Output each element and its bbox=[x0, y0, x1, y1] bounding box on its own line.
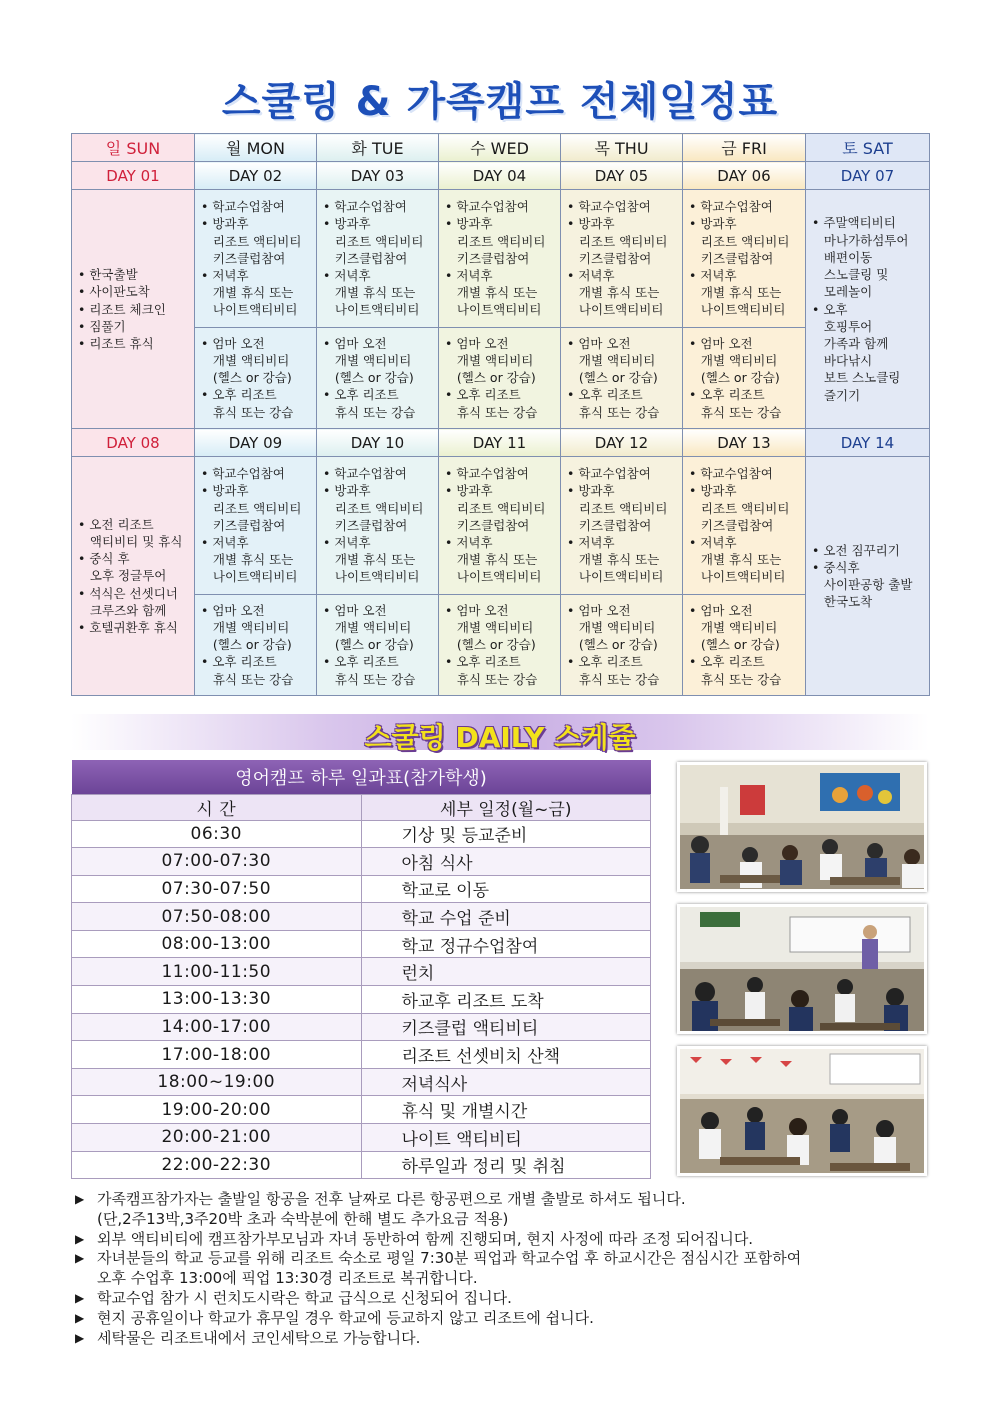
week1-student-row bbox=[72, 190, 930, 327]
schedule-item: • 오후 리조트 bbox=[445, 654, 521, 670]
schedule-item: 나이트액티비티 bbox=[445, 302, 542, 318]
schedule-item: • 학교수업참여 bbox=[201, 466, 285, 482]
schedule-list bbox=[201, 465, 310, 585]
timetable-time: 19:00-20:00 bbox=[72, 1096, 362, 1124]
day-label: DAY 13 bbox=[683, 429, 806, 457]
timetable-activity: 리조트 선셋비치 산책 bbox=[361, 1041, 651, 1069]
schedule-list bbox=[689, 335, 799, 421]
schedule-item: 개별 휴식 또는 bbox=[567, 285, 660, 301]
schedule-item: 액티비티 및 휴식 bbox=[78, 534, 183, 550]
schedule-item: • 엄마 오전 bbox=[567, 602, 631, 618]
schedule-item: 키즈클럽참여 bbox=[445, 517, 530, 533]
schedule-item: 개별 휴식 또는 bbox=[567, 552, 660, 568]
student-schedule bbox=[561, 457, 683, 594]
schedule-item: • 오후 bbox=[812, 301, 848, 317]
schedule-item: 휴식 또는 강습 bbox=[567, 404, 660, 420]
notes-section bbox=[75, 1190, 935, 1348]
schedule-item: • 엄마 오전 bbox=[445, 335, 509, 351]
timetable-row bbox=[72, 1096, 651, 1124]
schedule-item: • 중식 후 bbox=[78, 551, 130, 567]
schedule-item: • 저녁후 bbox=[445, 534, 493, 550]
full-schedule-table bbox=[71, 133, 930, 696]
schedule-item: 개별 휴식 또는 bbox=[689, 552, 782, 568]
timetable-time: 08:00-13:00 bbox=[72, 930, 362, 958]
week2-sun-schedule bbox=[72, 457, 195, 696]
parent-schedule bbox=[317, 327, 439, 428]
timetable-row bbox=[72, 1013, 651, 1041]
schedule-list bbox=[201, 335, 310, 421]
timetable-activity: 휴식 및 개별시간 bbox=[361, 1096, 651, 1124]
timetable-time: 06:30 bbox=[72, 820, 362, 848]
schedule-item: 개별 액티비티 bbox=[689, 353, 778, 369]
schedule-item: • 저녁후 bbox=[323, 534, 371, 550]
page-title: 스쿨링 & 가족캠프 전체일정표 bbox=[221, 79, 779, 125]
schedule-list bbox=[445, 335, 554, 421]
note-item bbox=[75, 1230, 935, 1250]
schedule-item: 개별 휴식 또는 bbox=[689, 285, 782, 301]
schedule-item: 리조트 액티비티 bbox=[323, 500, 424, 516]
schedule-item: (헬스 or 강습) bbox=[445, 637, 536, 653]
classroom-photo-3 bbox=[677, 1046, 927, 1176]
timetable-activity: 학교 수업 준비 bbox=[361, 903, 651, 931]
schedule-item: 휴식 또는 강습 bbox=[567, 671, 660, 687]
day-label: DAY 14 bbox=[806, 429, 930, 457]
week2-student-row bbox=[72, 457, 930, 594]
arrow-bullet-icon: ▶ bbox=[75, 1192, 85, 1206]
schedule-item: • 리조트 휴식 bbox=[78, 335, 154, 351]
timetable-row bbox=[72, 1041, 651, 1069]
schedule-item: 휴식 또는 강습 bbox=[201, 404, 294, 420]
schedule-item: • 저녁후 bbox=[567, 534, 615, 550]
week1-sun-schedule bbox=[72, 190, 195, 429]
schedule-item: 리조트 액티비티 bbox=[567, 500, 668, 516]
note-item bbox=[75, 1329, 935, 1349]
schedule-item: • 저녁후 bbox=[201, 268, 249, 284]
schedule-item: 나이트액티비티 bbox=[201, 569, 298, 585]
schedule-item: • 사이판도착 bbox=[78, 284, 150, 300]
schedule-list bbox=[689, 602, 799, 688]
schedule-item: 키즈클럽참여 bbox=[567, 250, 652, 266]
note-text: 외부 액티비티에 캠프참가부모님과 자녀 동반하여 함께 진행되며, 현지 사정에 따라 조정 되어집니다. bbox=[97, 1229, 754, 1248]
parent-schedule bbox=[195, 327, 317, 428]
schedule-item: (헬스 or 강습) bbox=[323, 370, 414, 386]
schedule-item: • 엄마 오전 bbox=[201, 335, 265, 351]
schedule-item: 나이트액티비티 bbox=[689, 302, 786, 318]
schedule-item: • 엄마 오전 bbox=[689, 335, 753, 351]
timetable-body bbox=[72, 820, 651, 1179]
schedule-item: • 학교수업참여 bbox=[689, 466, 773, 482]
schedule-item: • 학교수업참여 bbox=[445, 199, 529, 215]
timetable-activity: 기상 및 등교준비 bbox=[361, 820, 651, 848]
timetable-row bbox=[72, 1068, 651, 1096]
schedule-item: • 오후 리조트 bbox=[567, 654, 643, 670]
day-label: DAY 10 bbox=[317, 429, 439, 457]
schedule-item: 휴식 또는 강습 bbox=[323, 404, 416, 420]
schedule-item: 개별 휴식 또는 bbox=[445, 285, 538, 301]
schedule-list bbox=[567, 465, 676, 585]
schedule-item: (헬스 or 강습) bbox=[689, 370, 780, 386]
weekday-thu: 목 THU bbox=[561, 134, 683, 162]
day-label: DAY 09 bbox=[195, 429, 317, 457]
classroom-photo-2 bbox=[677, 904, 927, 1034]
day-label: DAY 08 bbox=[72, 429, 195, 457]
schedule-item: 리조트 액티비티 bbox=[689, 233, 790, 249]
timetable-row bbox=[72, 903, 651, 931]
timetable-time: 07:00-07:30 bbox=[72, 848, 362, 876]
schedule-item: 가족과 함께 bbox=[812, 335, 889, 351]
parent-schedule bbox=[439, 327, 561, 428]
day-label: DAY 11 bbox=[439, 429, 561, 457]
student-schedule bbox=[439, 190, 561, 327]
weekday-sat: 토 SAT bbox=[806, 134, 930, 162]
timetable-row bbox=[72, 1151, 651, 1179]
schedule-item: • 방과후 bbox=[567, 483, 615, 499]
timetable-time: 14:00-17:00 bbox=[72, 1013, 362, 1041]
timetable-activity: 아침 식사 bbox=[361, 848, 651, 876]
schedule-item: • 방과후 bbox=[567, 216, 615, 232]
timetable-activity: 저녁식사 bbox=[361, 1068, 651, 1096]
timetable-activity: 하루일과 정리 및 취침 bbox=[361, 1151, 651, 1179]
timetable-time: 07:30-07:50 bbox=[72, 875, 362, 903]
student-schedule bbox=[561, 190, 683, 327]
schedule-list bbox=[445, 465, 554, 585]
schedule-item: 크루즈와 함께 bbox=[78, 602, 167, 618]
column-time: 시 간 bbox=[72, 794, 362, 820]
week2-day-row bbox=[72, 429, 930, 457]
timetable-row bbox=[72, 1124, 651, 1152]
timetable-activity: 나이트 액티비티 bbox=[361, 1124, 651, 1152]
schedule-item: (헬스 or 강습) bbox=[689, 637, 780, 653]
daily-timetable bbox=[71, 760, 651, 1179]
note-text: 현지 공휴일이나 학교가 휴무일 경우 학교에 등교하지 않고 리조트에 쉽니다. bbox=[97, 1308, 594, 1327]
timetable-time: 18:00~19:00 bbox=[72, 1068, 362, 1096]
schedule-item: 배편이동 bbox=[812, 249, 873, 265]
schedule-item: • 방과후 bbox=[323, 216, 371, 232]
timetable-activity: 학교 정규수업참여 bbox=[361, 930, 651, 958]
schedule-item: (헬스 or 강습) bbox=[323, 637, 414, 653]
weekday-sun: 일 SUN bbox=[72, 134, 195, 162]
schedule-item: • 학교수업참여 bbox=[567, 466, 651, 482]
schedule-item: 한국도착 bbox=[812, 594, 873, 610]
arrow-bullet-icon: ▶ bbox=[75, 1290, 85, 1305]
schedule-item: • 오후 리조트 bbox=[567, 387, 643, 403]
schedule-item: (헬스 or 강습) bbox=[201, 370, 292, 386]
student-schedule bbox=[683, 190, 806, 327]
schedule-item: 개별 액티비티 bbox=[689, 620, 778, 635]
schedule-list bbox=[201, 602, 310, 688]
note-text: 자녀분들의 학교 등교를 위해 리조트 숙소로 평일 7:30분 픽업과 학교수업 후 하교시간은 점심시간 포함하여 오후 수업후 13:00에 픽업 13:30경 리조트로 복귀합니다. bbox=[97, 1249, 802, 1288]
schedule-list bbox=[567, 335, 676, 421]
schedule-item: • 엄마 오전 bbox=[323, 335, 387, 351]
note-text: 세탁물은 리조트내에서 코인세탁으로 가능합니다. bbox=[97, 1328, 421, 1347]
schedule-item: 키즈클럽참여 bbox=[201, 250, 286, 266]
note-item bbox=[75, 1309, 935, 1329]
timetable-activity: 런치 bbox=[361, 958, 651, 986]
schedule-item: 휴식 또는 강습 bbox=[689, 404, 782, 420]
schedule-item: 개별 액티비티 bbox=[323, 353, 412, 369]
schedule-item: • 엄마 오전 bbox=[567, 335, 631, 351]
schedule-item: 나이트액티비티 bbox=[445, 569, 542, 585]
schedule-item: 리조트 액티비티 bbox=[445, 233, 546, 249]
schedule-item: (헬스 or 강습) bbox=[567, 370, 658, 386]
timetable-activity: 학교로 이동 bbox=[361, 875, 651, 903]
student-schedule bbox=[317, 457, 439, 594]
schedule-list bbox=[323, 198, 432, 318]
schedule-item: 개별 휴식 또는 bbox=[445, 552, 538, 568]
schedule-list bbox=[567, 602, 676, 688]
schedule-item: • 방과후 bbox=[323, 483, 371, 499]
schedule-item: • 엄마 오전 bbox=[323, 602, 387, 618]
schedule-item: 개별 액티비티 bbox=[567, 620, 656, 635]
schedule-item: 오후 정글투어 bbox=[78, 568, 167, 584]
schedule-item: • 방과후 bbox=[445, 483, 493, 499]
schedule-item: • 오후 리조트 bbox=[201, 387, 277, 403]
schedule-item: 키즈클럽참여 bbox=[567, 517, 652, 533]
timetable-row bbox=[72, 848, 651, 876]
schedule-item: • 저녁후 bbox=[323, 268, 371, 284]
timetable-row bbox=[72, 875, 651, 903]
day-label: DAY 01 bbox=[72, 162, 195, 190]
schedule-item: 개별 휴식 또는 bbox=[201, 552, 294, 568]
weekday-mon: 월 MON bbox=[195, 134, 317, 162]
schedule-item: • 엄마 오전 bbox=[445, 602, 509, 618]
timetable-time: 20:00-21:00 bbox=[72, 1124, 362, 1152]
arrow-bullet-icon: ▶ bbox=[75, 1251, 85, 1266]
schedule-item: • 저녁후 bbox=[201, 534, 249, 550]
schedule-item: 리조트 액티비티 bbox=[201, 233, 302, 249]
schedule-item: • 학교수업참여 bbox=[201, 199, 285, 215]
schedule-item: • 학교수업참여 bbox=[445, 466, 529, 482]
schedule-item: • 중식후 bbox=[812, 559, 860, 575]
timetable-row bbox=[72, 986, 651, 1014]
timetable-time: 17:00-18:00 bbox=[72, 1041, 362, 1069]
schedule-item: 개별 휴식 또는 bbox=[323, 552, 416, 568]
student-schedule bbox=[195, 190, 317, 327]
schedule-item: 리조트 액티비티 bbox=[445, 500, 546, 516]
schedule-item: (헬스 or 강습) bbox=[201, 637, 292, 653]
schedule-item: 개별 휴식 또는 bbox=[201, 285, 294, 301]
schedule-item: 개별 액티비티 bbox=[445, 620, 534, 635]
schedule-item: 스노클링 및 bbox=[812, 267, 889, 283]
timetable-heading: 영어캠프 하루 일과표(참가학생) bbox=[72, 760, 651, 794]
schedule-item: 리조트 액티비티 bbox=[567, 233, 668, 249]
parent-schedule bbox=[683, 594, 806, 695]
schedule-item: 키즈클럽참여 bbox=[445, 250, 530, 266]
schedule-list bbox=[812, 542, 923, 611]
timetable-time: 13:00-13:30 bbox=[72, 986, 362, 1014]
column-detail: 세부 일정(월~금) bbox=[361, 794, 651, 820]
week1-sat-schedule bbox=[806, 190, 930, 429]
week1-day-row bbox=[72, 162, 930, 190]
parent-schedule bbox=[561, 594, 683, 695]
student-schedule bbox=[683, 457, 806, 594]
student-schedule bbox=[439, 457, 561, 594]
schedule-item: 나이트액티비티 bbox=[567, 569, 664, 585]
schedule-item: • 방과후 bbox=[201, 216, 249, 232]
schedule-item: 개별 액티비티 bbox=[567, 353, 656, 369]
day-label: DAY 02 bbox=[195, 162, 317, 190]
schedule-item: 키즈클럽참여 bbox=[323, 517, 408, 533]
schedule-item: • 오후 리조트 bbox=[689, 387, 765, 403]
schedule-item: 즐기기 bbox=[812, 387, 861, 403]
schedule-list bbox=[323, 602, 432, 688]
schedule-item: • 리조트 체크인 bbox=[78, 301, 166, 317]
timetable-column-row bbox=[72, 794, 651, 820]
schedule-item: • 주말액티비티 bbox=[812, 215, 896, 231]
schedule-list bbox=[323, 335, 432, 421]
schedule-item: • 오후 리조트 bbox=[445, 387, 521, 403]
daily-schedule-title: 스쿨링 DAILY 스케쥴 bbox=[364, 721, 636, 754]
schedule-item: • 호텔귀환후 휴식 bbox=[78, 620, 178, 636]
parent-schedule bbox=[195, 594, 317, 695]
schedule-item: 개별 액티비티 bbox=[445, 353, 534, 369]
schedule-item: • 석식은 선셋디너 bbox=[78, 585, 178, 601]
schedule-item: • 짐풀기 bbox=[78, 318, 126, 334]
schedule-list bbox=[323, 465, 432, 585]
schedule-item: • 엄마 오전 bbox=[689, 602, 753, 618]
schedule-item: 개별 휴식 또는 bbox=[323, 285, 416, 301]
schedule-item: (헬스 or 강습) bbox=[445, 370, 536, 386]
schedule-item: 리조트 액티비티 bbox=[689, 500, 790, 516]
schedule-item: • 오후 리조트 bbox=[323, 654, 399, 670]
student-schedule bbox=[317, 190, 439, 327]
schedule-item: 나이트액티비티 bbox=[323, 569, 420, 585]
parent-schedule bbox=[317, 594, 439, 695]
schedule-item: • 학교수업참여 bbox=[323, 199, 407, 215]
schedule-item: • 오전 짐꾸리기 bbox=[812, 542, 900, 558]
schedule-item: 리조트 액티비티 bbox=[323, 233, 424, 249]
schedule-item: 휴식 또는 강습 bbox=[201, 671, 294, 687]
day-label: DAY 07 bbox=[806, 162, 930, 190]
schedule-item: • 오전 리조트 bbox=[78, 516, 154, 532]
timetable-time: 11:00-11:50 bbox=[72, 958, 362, 986]
schedule-item: • 저녁후 bbox=[689, 268, 737, 284]
timetable-row bbox=[72, 958, 651, 986]
week2-parent-row bbox=[72, 594, 930, 695]
schedule-item: 바다낚시 bbox=[812, 353, 873, 369]
schedule-item: • 방과후 bbox=[201, 483, 249, 499]
classroom-photo-1 bbox=[677, 762, 927, 892]
schedule-item: • 한국출발 bbox=[78, 267, 138, 283]
arrow-bullet-icon: ▶ bbox=[75, 1330, 85, 1345]
schedule-item: • 오후 리조트 bbox=[689, 654, 765, 670]
schedule-item: 나이트액티비티 bbox=[689, 569, 786, 585]
schedule-item: • 방과후 bbox=[445, 216, 493, 232]
timetable-activity: 하교후 리조트 도착 bbox=[361, 986, 651, 1014]
schedule-item: 나이트액티비티 bbox=[201, 302, 298, 318]
day-label: DAY 06 bbox=[683, 162, 806, 190]
note-item bbox=[75, 1289, 935, 1309]
arrow-bullet-icon: ▶ bbox=[75, 1310, 85, 1325]
day-label: DAY 05 bbox=[561, 162, 683, 190]
schedule-list bbox=[445, 198, 554, 318]
timetable-activity: 키즈클럽 액티비티 bbox=[361, 1013, 651, 1041]
schedule-item: 개별 액티비티 bbox=[201, 353, 290, 369]
week1-parent-row bbox=[72, 327, 930, 428]
weekday-wed: 수 WED bbox=[439, 134, 561, 162]
weekday-header-row bbox=[72, 134, 930, 162]
schedule-list bbox=[567, 198, 676, 318]
day-label: DAY 03 bbox=[317, 162, 439, 190]
note-text: 학교수업 참가 시 런치도시락은 학교 급식으로 신청되어 집니다. bbox=[97, 1288, 512, 1307]
schedule-item: • 오후 리조트 bbox=[323, 387, 399, 403]
schedule-list bbox=[812, 214, 923, 403]
schedule-list bbox=[689, 465, 799, 585]
schedule-list bbox=[445, 602, 554, 688]
schedule-item: (헬스 or 강습) bbox=[567, 637, 658, 653]
day-label: DAY 12 bbox=[561, 429, 683, 457]
schedule-item: • 저녁후 bbox=[689, 534, 737, 550]
schedule-item: • 오후 리조트 bbox=[201, 654, 277, 670]
week2-sat-schedule bbox=[806, 457, 930, 696]
schedule-list bbox=[78, 266, 188, 352]
schedule-item: 휴식 또는 강습 bbox=[689, 671, 782, 687]
weekday-tue: 화 TUE bbox=[317, 134, 439, 162]
schedule-item: 마나가하섬투어 bbox=[812, 232, 909, 248]
parent-schedule bbox=[683, 327, 806, 428]
schedule-item: 키즈클럽참여 bbox=[323, 250, 408, 266]
timetable-heading-row bbox=[72, 760, 651, 794]
note-text: 가족캠프참가자는 출발일 항공을 전후 날짜로 다른 항공편으로 개별 출발로 하셔도 됩니다. (단,2주13박,3주20박 초과 숙박분에 한해 별도 추가요금 적용) bbox=[97, 1190, 686, 1228]
schedule-item: 휴식 또는 강습 bbox=[445, 671, 538, 687]
schedule-list bbox=[201, 198, 310, 318]
arrow-bullet-icon: ▶ bbox=[75, 1231, 85, 1246]
schedule-item: • 저녁후 bbox=[567, 268, 615, 284]
note-item bbox=[75, 1190, 935, 1230]
schedule-item: 나이트액티비티 bbox=[323, 302, 420, 318]
weekday-fri: 금 FRI bbox=[683, 134, 806, 162]
schedule-item: 개별 액티비티 bbox=[201, 620, 290, 635]
timetable-time: 22:00-22:30 bbox=[72, 1151, 362, 1179]
schedule-item: 키즈클럽참여 bbox=[689, 250, 774, 266]
schedule-item: 모레놀이 bbox=[812, 284, 873, 300]
schedule-item: • 저녁후 bbox=[445, 268, 493, 284]
timetable-row bbox=[72, 930, 651, 958]
schedule-item: 키즈클럽참여 bbox=[201, 517, 286, 533]
day-label: DAY 04 bbox=[439, 162, 561, 190]
student-schedule bbox=[195, 457, 317, 594]
schedule-list bbox=[689, 198, 799, 318]
schedule-item: 휴식 또는 강습 bbox=[445, 404, 538, 420]
schedule-item: • 엄마 오전 bbox=[201, 602, 265, 618]
schedule-item: 개별 액티비티 bbox=[323, 620, 412, 635]
schedule-item: • 방과후 bbox=[689, 483, 737, 499]
schedule-list bbox=[78, 516, 188, 636]
schedule-item: • 학교수업참여 bbox=[567, 199, 651, 215]
parent-schedule bbox=[439, 594, 561, 695]
schedule-item: • 방과후 bbox=[689, 216, 737, 232]
schedule-item: 휴식 또는 강습 bbox=[323, 671, 416, 687]
schedule-item: • 학교수업참여 bbox=[323, 466, 407, 482]
parent-schedule bbox=[561, 327, 683, 428]
timetable-time: 07:50-08:00 bbox=[72, 903, 362, 931]
note-item bbox=[75, 1249, 935, 1289]
schedule-item: 사이판공항 출발 bbox=[812, 577, 913, 593]
schedule-item: • 학교수업참여 bbox=[689, 199, 773, 215]
schedule-item: 리조트 액티비티 bbox=[201, 500, 302, 516]
schedule-item: 키즈클럽참여 bbox=[689, 517, 774, 533]
schedule-item: 보트 스노클링 bbox=[812, 370, 901, 386]
schedule-item: 호핑투어 bbox=[812, 318, 873, 334]
schedule-item: 나이트액티비티 bbox=[567, 302, 664, 318]
timetable-row bbox=[72, 820, 651, 848]
